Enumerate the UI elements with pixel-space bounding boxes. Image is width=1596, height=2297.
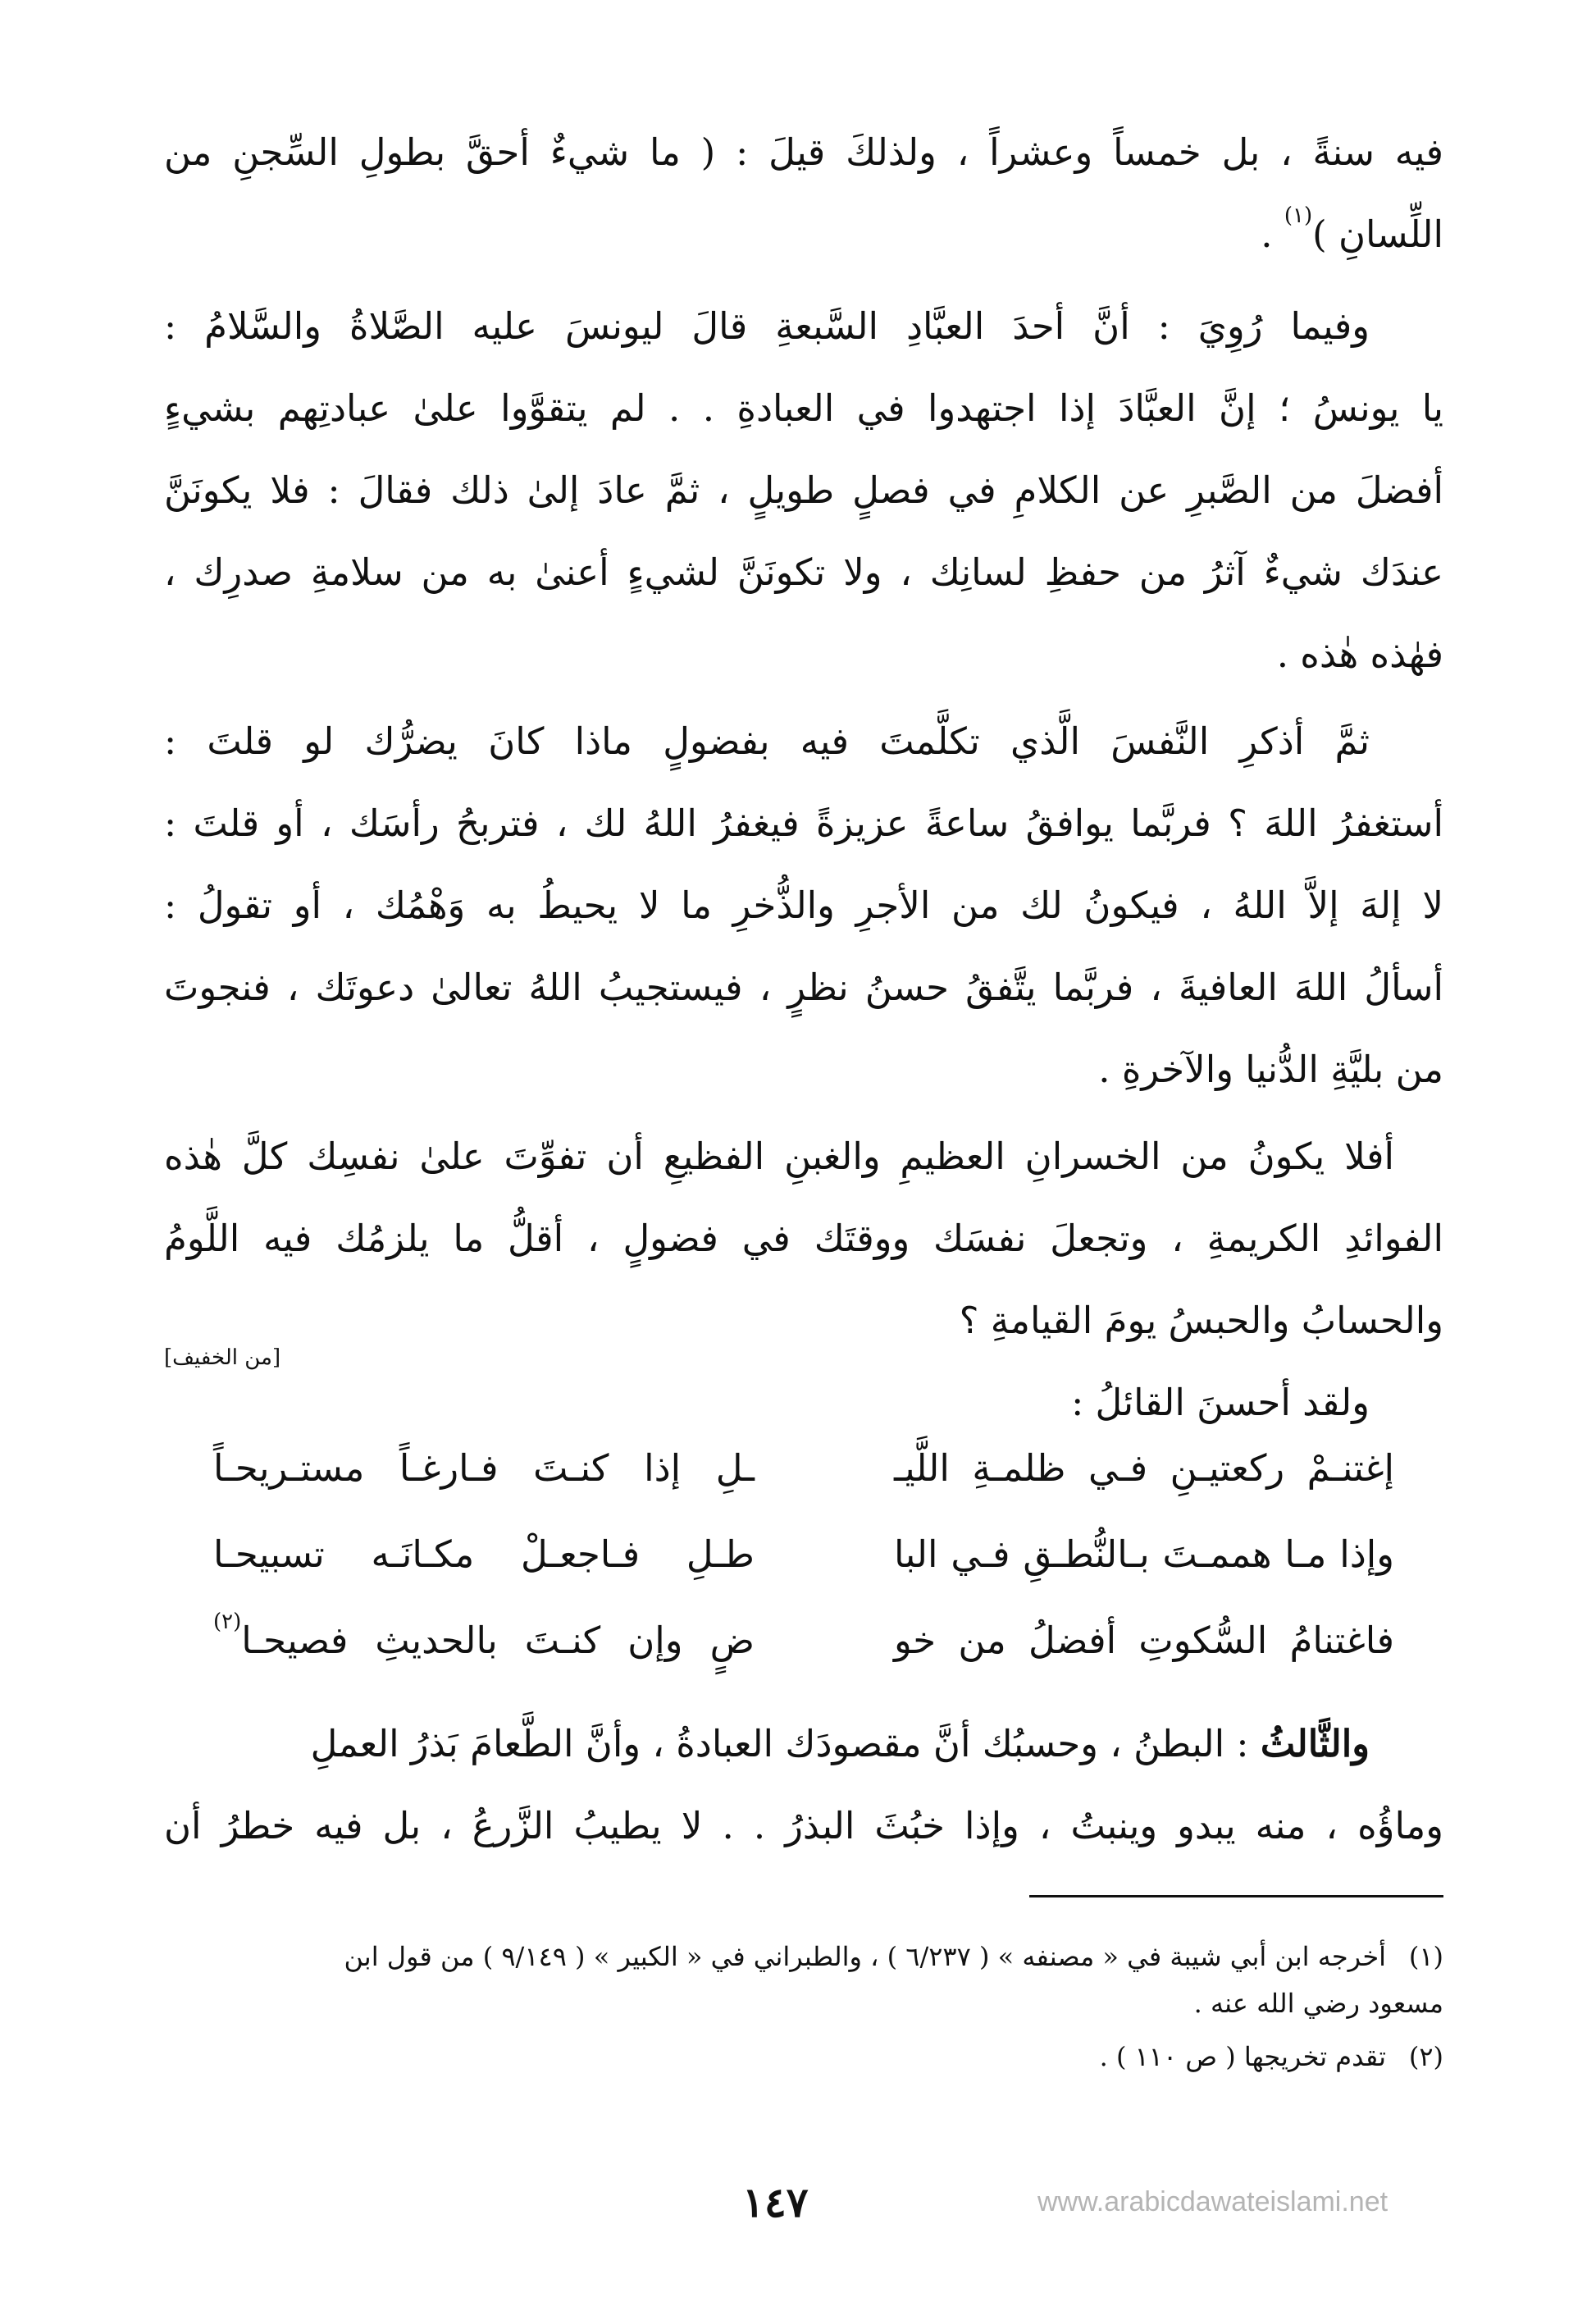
verse-3-first-hemistich: فاغتنامُ السُّكوتِ أفضلُ من خو — [894, 1619, 1394, 1662]
verse-1-first-hemistich: إغتنـمْ ركعتيـنِ فـي ظلمـةِ اللَّيـ — [894, 1446, 1394, 1490]
body-line-1: فيه سنةً ، بل خمساً وعشراً ، ولذلكَ قيلَ : ( ما شيءٌ أحقَّ بطولِ السِّجنِ من — [164, 130, 1443, 174]
footnote-1-continued — [164, 1981, 1443, 2025]
body-line-14: الفوائدِ الكريمةِ ، وتجعلَ نفسَك ووقتَك في فضولٍ ، أقلُّ ما يلزمُك فيه اللَّومُ — [164, 1217, 1443, 1260]
body-line-2: اللِّسانِ )$^{(١)}$ . — [1261, 203, 1443, 256]
poem-verse-2 — [213, 1509, 1394, 1600]
footnote-1-number: (١) — [1408, 1941, 1443, 1972]
body-line-13: أفلا يكونُ من الخسرانِ العظيمِ والغبنِ الفظيعِ أن تفوِّتَ علىٰ نفسِك كلَّ هٰذه — [164, 1135, 1394, 1178]
poem-verse-3 — [213, 1596, 1394, 1686]
footnote-2 — [164, 2034, 1443, 2079]
footnote-divider — [1029, 1895, 1443, 1897]
poem-intro: ولقد أحسنَ القائلُ : — [1071, 1381, 1370, 1424]
body-line-4: يا يونسُ ؛ إنَّ العبَّادَ إذا اجتهدوا في العبادةِ . . لم يتقوَّوا علىٰ عبادتِهم بشيءٍ — [164, 386, 1443, 430]
footnote-2-number: (٢) — [1408, 2041, 1443, 2072]
body-line-7: فهٰذه هٰذه . — [1276, 632, 1443, 676]
verse-2-first-hemistich: وإذا مـا هممـتَ بـالنُّطـقِ فـي البا — [894, 1532, 1394, 1576]
verse-3-second-hemistich: ضٍ وإن كنـتَ بالحديثِ فصيحـا$^{(٢)}$ — [213, 1610, 755, 1662]
body-line-3: وفيما رُوِيَ : أنَّ أحدَ العبَّادِ السَّبعةِ قالَ ليونسَ عليه الصَّلاةُ والسَّلامُ : — [164, 304, 1370, 348]
body-line-8: ثمَّ أذكرِ النَّفسَ الَّذي تكلَّمتَ فيه بفضولٍ ماذا كانَ يضرُّك لو قلتَ : — [164, 719, 1370, 763]
poem-meter-label: [من الخفيف] — [164, 1345, 281, 1370]
footnote-1-text: أخرجه ابن أبي شيبة في « مصنفه » ( ٦/٢٣٧ ) ، والطبراني في « الكبير » ( ٩/١٤٩ ) من قول ابن — [344, 1941, 1386, 1972]
verse-1-second-hemistich: ـلِ إذا كنـتَ فـارغـاً مستـريحـاً — [213, 1446, 755, 1490]
footnote-1 — [164, 1934, 1443, 1979]
body-line-18: وماؤُه ، منه يبدو وينبتُ ، وإذا خبُثَ البذرُ . . لا يطيبُ الزَّرعُ ، بل فيه خطرُ أن — [164, 1804, 1443, 1847]
heading-third: والثَّالثُ — [1260, 1722, 1370, 1765]
body-line-11: أسألُ اللهَ العافيةَ ، فربَّما يتَّفقُ حسنُ نظرٍ ، فيستجيبُ اللهُ تعالىٰ دعوتَك ، فنجوتَ — [164, 966, 1443, 1009]
footnote-2-text: تقدم تخريجها ( ص ١١٠ ) . — [1099, 2041, 1386, 2072]
poem-verse-1 — [213, 1423, 1394, 1514]
footnote-1-text-line2: مسعود رضي الله عنه . — [1193, 1988, 1443, 2019]
watermark-url: www.arabicdawateislami.net — [1037, 2186, 1389, 2217]
body-line-12: من بليَّةِ الدُّنيا والآخرةِ . — [1098, 1048, 1443, 1091]
body-line-15: والحسابُ والحبسُ يومَ القيامةِ ؟ — [959, 1299, 1443, 1342]
body-line-17: والثَّالثُ : البطنُ ، وحسبُك أنَّ مقصودَك العبادةُ ، وأنَّ الطَّعامَ بَذرُ العملِ — [310, 1722, 1370, 1765]
footnote-ref-2: (٢) — [213, 1610, 242, 1634]
verse-2-second-hemistich: طـلِ فـاجعـلْ مكـانَـه تسبيحـا — [213, 1532, 755, 1576]
body-line-10: لا إلهَ إلاَّ اللهُ ، فيكونُ لك من الأجرِ والذُّخرِ ما لا يحيطُ به وَهْمُك ، أو تقولُ : — [164, 884, 1443, 927]
body-line-6: عندَك شيءٌ آثرُ من حفظِ لسانِك ، ولا تكونَنَّ لشيءٍ أعنىٰ به من سلامةِ صدرِك ، — [164, 550, 1443, 594]
body-line-9: أستغفرُ اللهَ ؟ فربَّما يوافقُ ساعةً عزيزةً فيغفرُ اللهُ لك ، فتربحُ رأسَك ، أو قلتَ : — [164, 801, 1443, 845]
footnote-ref-1: (١) — [1284, 203, 1313, 228]
page-number: ١٤٧ — [742, 2178, 809, 2226]
body-line-5: أفضلَ من الصَّبرِ عن الكلامِ في فصلٍ طويلٍ ، ثمَّ عادَ إلىٰ ذلك فقالَ : فلا يكونَنَّ — [164, 468, 1443, 512]
